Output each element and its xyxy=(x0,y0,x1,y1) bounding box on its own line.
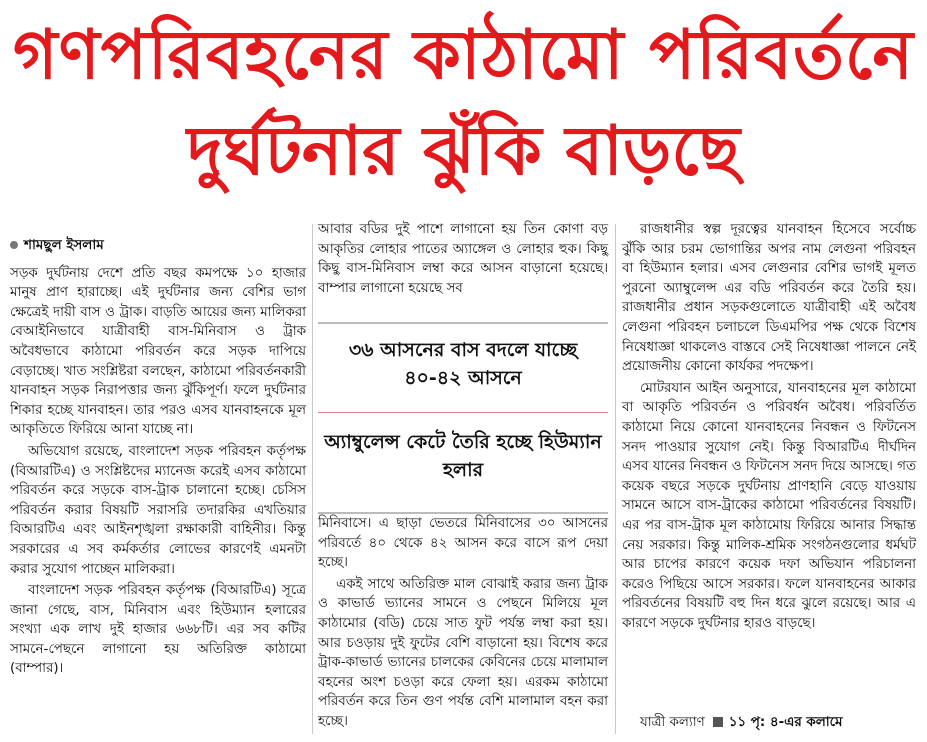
byline xyxy=(10,236,306,256)
paragraph: একই সাথে অতিরিক্ত মাল বোঝাই করার জন্য ট্রাক ও কাভার্ড ভ্যানের সামনে ও পেছনে মিলিয়ে মূল কাঠামোর (বডি) চেয়ে সাত ফুট পর্যন্ত লম্বা করা হয়। আর চওড়ায় দুই ফুটের বেশি বাড়ানো হয়। বিশেষ করে ট্রাক-কাভার্ড ভ্যানের চালকের কেবিনের চেয়ে মালামাল বহনের অংশ চওড়া করে ফেলা হয়। এরকম কাঠামো পরিবর্তন করে তিন গুণ পর্যন্ত বেশি মালামাল বহন করা হচ্ছে। xyxy=(318,576,608,729)
pull-quote-box xyxy=(318,322,608,514)
column-1 xyxy=(10,236,306,681)
column-divider xyxy=(312,224,313,734)
paragraph: বাংলাদেশ সড়ক পরিবহন কর্তৃপক্ষ (বিআরটিএ) সূত্রে জানা গেছে, বাস, মিনিবাস এবং হিউম্যান হলারের সংখ্যা এক লাখ দুই হাজার ৬৬৮টি। এর সব কটির সামনে-পেছনে লাগানো হয় অতিরিক্ত কাঠামো (বাম্পার)। xyxy=(10,583,306,677)
column-2-top xyxy=(318,220,608,300)
continued-on: ১১ পৃ: ৪-এর কলামে xyxy=(728,715,843,730)
column-divider xyxy=(615,224,616,734)
paragraph: অভিযোগ রয়েছে, বাংলাদেশ সড়ক পরিবহন কর্তৃপক্ষ (বিআরটিএ) ও সংশ্লিষ্টদের ম্যানেজ করেই এসব কাঠামো পরিবর্তন করে সড়কে বাস-ট্রাক চালানো হচ্ছে। চেসিস পরিবর্তন করার বিষয়টি সরাসরি তদারকির এখতিয়ার বিআরটিএ এবং আইনশৃঙ্খলা রক্ষাকারী বাহিনীর। কিন্তু সরকারের এ সব কর্মকর্তার লোভের কারণেই এমনটা করার সুযোগ পাচ্ছেন মালিকরা। xyxy=(10,443,306,577)
square-bullet-icon xyxy=(713,717,723,727)
bullet-icon xyxy=(10,241,18,249)
headline xyxy=(0,0,927,210)
paragraph: আবার বডির দুই পাশে লাগানো হয় তিন কোণা বড় আকৃতির লোহার পাতের অ্যাঙ্গেল ও লোহার হুক। কিছু কিছু বাস-মিনিবাস লম্বা করে আসন বাড়ানো হয়েছে। বাম্পার লাগানো হয়েছে সব xyxy=(318,222,608,296)
author-name: শামছুল ইসলাম xyxy=(24,237,104,253)
pull-quote: অ্যাম্বুলেন্স কেটে তৈরি হচ্ছে হিউম্যান হলার xyxy=(324,431,602,481)
pull-quote-divider xyxy=(318,412,608,413)
column-2-bottom xyxy=(318,514,608,734)
headline-line-2: দুর্ঘটনার ঝুঁকি বাড়ছে xyxy=(187,112,740,191)
paragraph: সড়ক দুর্ঘটনায় দেশে প্রতি বছর কমপক্ষে ১০ হাজার মানুষ প্রাণ হারাচ্ছে। এই দুর্ঘটনার জন্য বেশির ভাগ ক্ষেত্রেই দায়ী বাস ও ট্রাক। বাড়তি আয়ের জন্য মালিকরা বেআইনিভাবে যাত্রীবাহী বাস-মিনিবাস ও ট্রাক অবৈধভাবে কাঠামো পরিবর্তন করে সড়ক দাপিয়ে বেড়াচ্ছে। খাত সংশ্লিষ্টরা বলছেন, কাঠামো পরিবর্তনকারী যানবাহন সড়ক নিরাপত্তার জন্য ঝুঁকিপূর্ণ। ফলে দুর্ঘটনার শিকার হচ্ছে যানবাহন। তার পরও এসব যানবাহনকে মূল আকৃতিতে ফিরিয়ে আনা যাচ্ছে না। xyxy=(10,265,306,438)
continuation-note xyxy=(640,712,842,734)
pull-quote: ৩৬ আসনের বাস বদলে যাচ্ছে ৪০-৪২ আসনে xyxy=(348,339,578,389)
column-3 xyxy=(622,220,916,635)
headline-line-1: গণপরিবহনের কাঠামো পরিবর্তনে xyxy=(13,16,914,95)
paragraph: মিনিবাসে। এ ছাড়া ভেতরে মিনিবাসের ৩০ আসনের পরিবর্তে ৪০ থেকে ৪২ আসন করে বাসে রূপ দেয়া হচ্ছে। xyxy=(318,516,608,571)
paragraph: মোটরযান আইন অনুসারে, যানবাহনের মূল কাঠামো বা আকৃতি পরিবর্তন ও পরিবর্ধন অবৈধ। পরিবর্তিত কাঠামো নিয়ে কোনো যানবাহনের নিবন্ধন ও ফিটনেস সনদ পাওয়ার সুযোগ নেই। কিন্তু বিআরটিএ দীর্ঘদিন এসব যানের নিবন্ধন ও ফিটনেস সনদ দিয়ে আসছে। গত কয়েক বছরে সড়কে দুর্ঘটনায় প্রাণহানি বেড়ে যাওয়ায় সামনে আসে বাস-ট্রাকের কাঠামো পরিবর্তনের বিষয়টি। এর পর বাস-ট্রাক মূল কাঠামোয় ফিরিয়ে আনার সিদ্ধান্ত নেয় সরকার। কিন্তু মালিক-শ্রমিক সংগঠনগুলোর ধর্মঘট আর চাপের কারণে কয়েক দফা অভিযান পরিচালনা করেও পিছিয়ে আসে সরকার। ফলে যানবাহনের আকার পরিবর্তনের বিষয়টি বহু দিন ধরে ঝুলে রয়েছে। আর এ কারণে সড়কে দুর্ঘটনার হারও বাড়ছে। xyxy=(622,380,916,631)
section-name: যাত্রী কল্যাণ xyxy=(640,715,705,730)
paragraph: রাজধানীর স্বল্প দূরত্বের যানবাহন হিসেবে সর্বোচ্চ ঝুঁকি আর চরম ভোগান্তির অপর নাম লেগুনা পরিবহন বা হিউম্যান হলার। এসব লেগুনার বেশির ভাগই মূলত পুরনো অ্যাম্বুলেন্স এর বডি পরিবর্তন করে তৈরি হয়। রাজধানীর প্রধান সড়কগুলোতে যাত্রীবাহী এই অবৈধ লেগুনা পরিবহন চলাচলে ডিএমপির পক্ষ থেকে বিশেষ নিষেধাজ্ঞা থাকলেও বাস্তবে সেই নিষেধাজ্ঞা পালনে নেই প্রয়োজনীয় কোনো কার্যকর পদক্ষেপ। xyxy=(622,222,916,375)
